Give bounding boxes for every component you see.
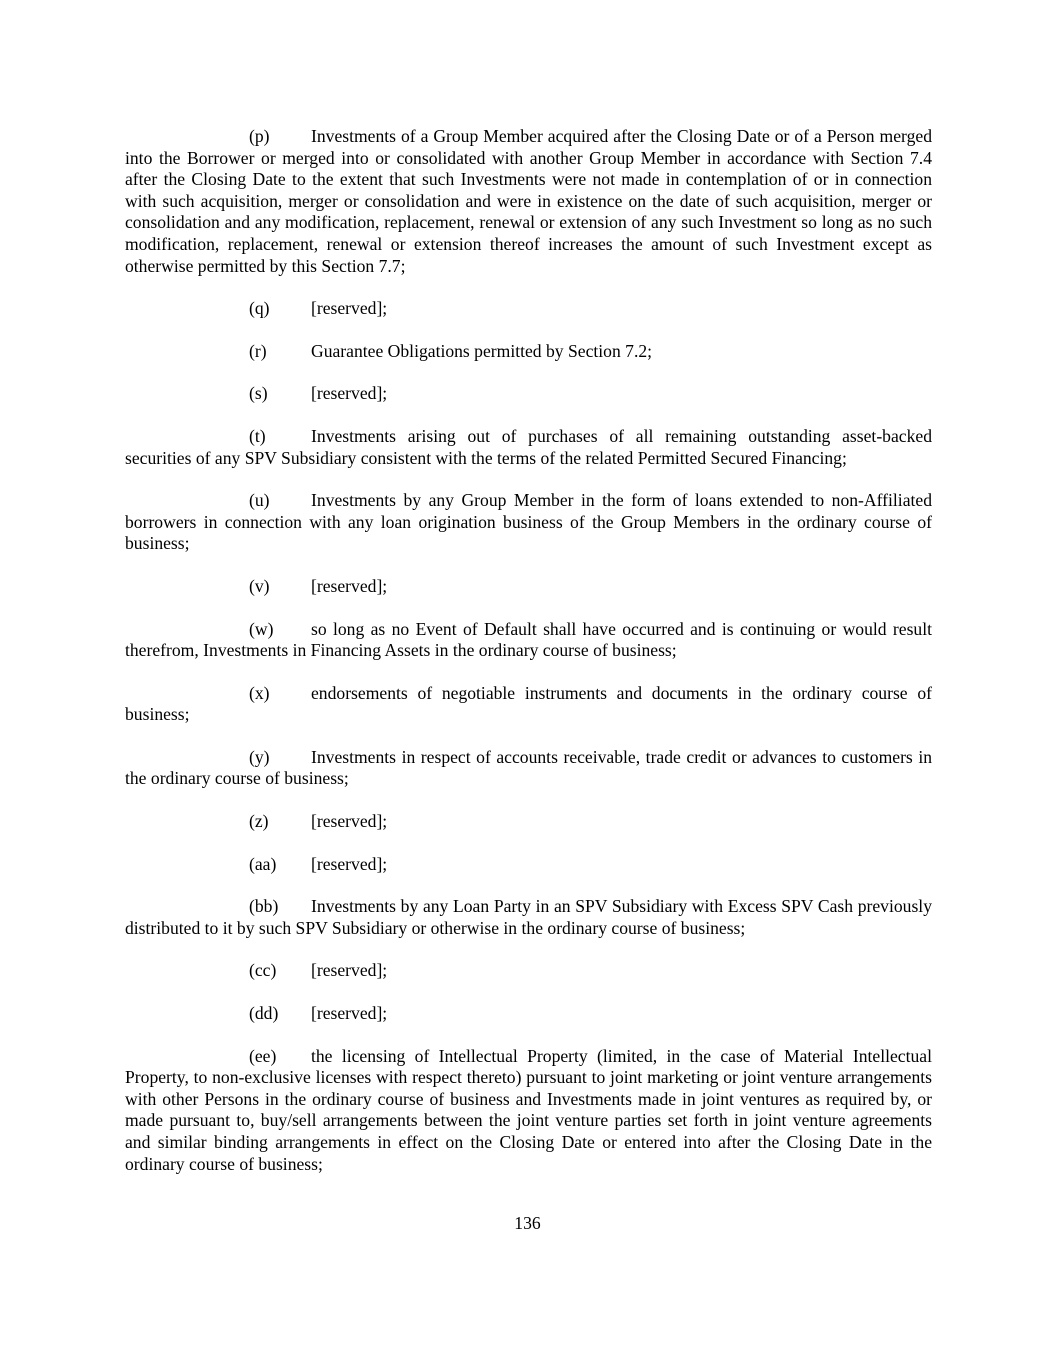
paragraph-text: [reserved]; [311, 811, 388, 832]
paragraph-t [125, 426, 932, 469]
paragraph-v [125, 576, 932, 598]
paragraph-label: (w) [249, 618, 274, 639]
paragraph-label: (q) [249, 298, 270, 319]
paragraph-z [125, 811, 932, 833]
document-body [125, 126, 932, 1196]
paragraph-w [125, 619, 932, 662]
paragraph-s [125, 383, 932, 405]
paragraph-x [125, 683, 932, 726]
paragraph-label: (t) [249, 425, 266, 446]
paragraph-text: [reserved]; [311, 575, 388, 596]
paragraph-u [125, 490, 932, 555]
paragraph-label: (x) [249, 682, 270, 703]
paragraph-cc [125, 960, 932, 982]
paragraph-text: Guarantee Obligations permitted by Section 7.2; [311, 340, 653, 361]
paragraph-label: (p) [249, 126, 270, 146]
paragraph-bb [125, 896, 932, 939]
paragraph-text: the licensing of Intellectual Property (limited, in the case of Material Intellectual Property, to non-exclusive licenses with respect thereto) pursuant to joint marketing or joint venture arrangements with other Persons in the ordinary course of business and Investments made in joint ventures as required by, or made pursuant to, buy/sell arrangements between the joint venture parties set forth in joint venture agreements and similar binding arrangements in effect on the Closing Date or entered into after the Closing Date in the ordinary course of business; [125, 1045, 932, 1174]
paragraph-text: Investments by any Loan Party in an SPV Subsidiary with Excess SPV Cash previously distributed to it by such SPV Subsidiary or otherwise in the ordinary course of business; [125, 896, 932, 938]
paragraph-aa [125, 854, 932, 876]
paragraph-text: Investments by any Group Member in the form of loans extended to non-Affiliated borrowers in connection with any loan origination business of the Group Members in the ordinary course of business; [125, 490, 932, 554]
paragraph-label: (aa) [249, 853, 277, 874]
paragraph-q [125, 298, 932, 320]
paragraph-y [125, 747, 932, 790]
paragraph-label: (u) [249, 490, 270, 511]
paragraph-text: Investments arising out of purchases of all remaining outstanding asset-backed securities of any SPV Subsidiary consistent with the terms of the related Permitted Secured Financing; [125, 425, 932, 468]
paragraph-text: [reserved]; [311, 960, 388, 981]
paragraph-label: (cc) [249, 960, 277, 981]
paragraph-r [125, 341, 932, 363]
paragraph-text: Investments of a Group Member acquired after the Closing Date or of a Person merged into the Borrower or merged into or consolidated with another Group Member in accordance with Section 7.4 after the Closing Date to the extent that such Investments were not made in contemplation of or in connection with such acquisition, merger or consolidation and were in existence on the date of such acquisition, merger or consolidation and any modification, replacement, renewal or extension of any such Investment so long as no such modification, replacement, renewal or extension thereof increases the amount of such Investment except as otherwise permitted by this Section 7.7; [125, 126, 932, 276]
paragraph-p [125, 126, 932, 277]
paragraph-text: so long as no Event of Default shall have occurred and is continuing or would result therefrom, Investments in Financing Assets in the ordinary course of business; [125, 618, 932, 661]
paragraph-text: [reserved]; [311, 298, 388, 319]
paragraph-dd [125, 1003, 932, 1025]
paragraph-label: (ee) [249, 1045, 277, 1066]
paragraph-text: Investments in respect of accounts receivable, trade credit or advances to customers in the ordinary course of business; [125, 746, 932, 789]
paragraph-label: (dd) [249, 1003, 279, 1024]
paragraph-ee [125, 1046, 932, 1176]
paragraph-text: [reserved]; [311, 1003, 388, 1024]
paragraph-text: [reserved]; [311, 383, 388, 404]
paragraph-label: (r) [249, 340, 267, 361]
paragraph-label: (z) [249, 811, 269, 832]
paragraph-label: (s) [249, 383, 268, 404]
paragraph-text: endorsements of negotiable instruments and documents in the ordinary course of business; [125, 682, 932, 725]
paragraph-text: [reserved]; [311, 853, 388, 874]
page-number: 136 [514, 1213, 541, 1233]
paragraph-label: (bb) [249, 896, 279, 917]
paragraph-label: (v) [249, 575, 270, 596]
paragraph-label: (y) [249, 746, 270, 767]
